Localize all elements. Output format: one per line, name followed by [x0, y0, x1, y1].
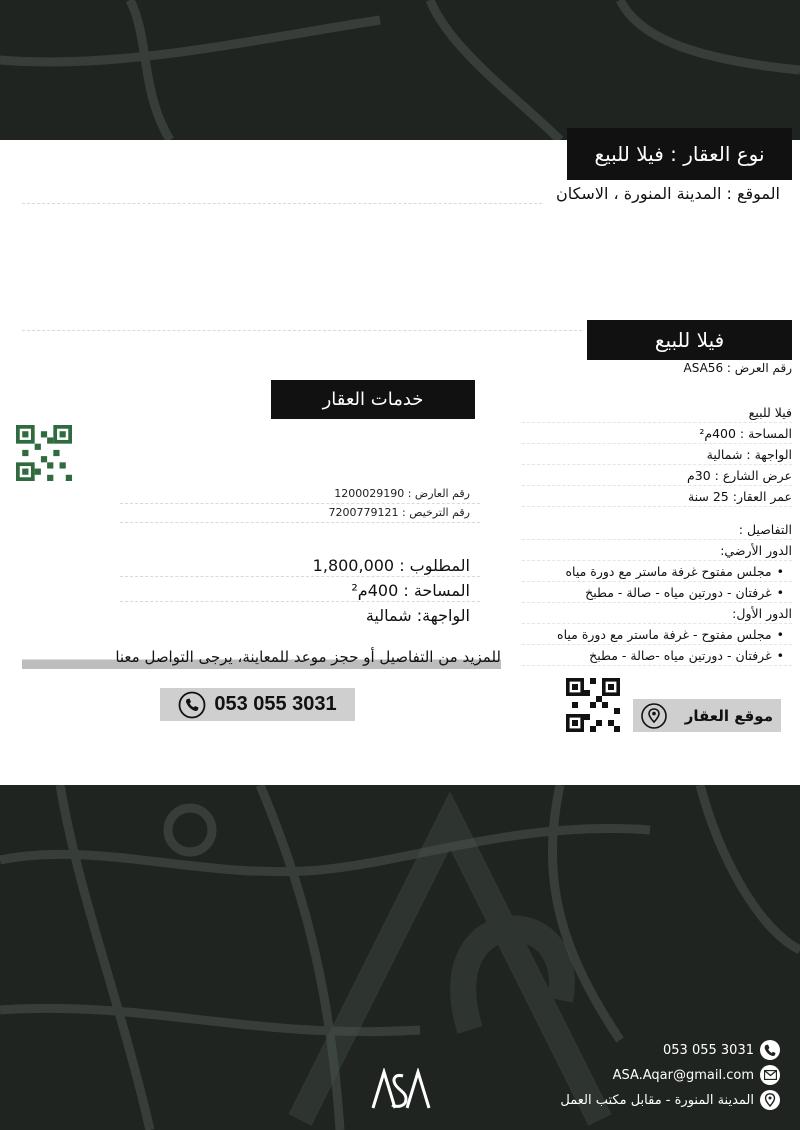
property-type-text: نوع العقار : فيلا للبيع — [594, 142, 765, 166]
detail-line: عرض الشارع : 30م — [522, 465, 792, 486]
qr-code-icon[interactable] — [16, 425, 72, 481]
divider — [120, 601, 480, 602]
location-pin-icon — [760, 1090, 780, 1110]
detail-line: عمر العقار: 25 سنة — [522, 486, 792, 507]
phone-icon — [178, 691, 206, 719]
footer-address-text: المدينة المنورة - مقابل مكتب العمل — [560, 1092, 754, 1108]
detail-line: فيلا للبيع — [522, 402, 792, 423]
details-heading: التفاصيل : — [522, 519, 792, 540]
first-floor-item: • غرفتان - دورتين مياه -صالة - مطبخ — [522, 645, 792, 666]
license-number: رقم الترخيص : 7200779121 — [328, 506, 470, 519]
location-pin-icon — [641, 703, 667, 729]
services-title: خدمات العقار — [322, 389, 424, 410]
phone-number: 053 055 3031 — [214, 693, 337, 715]
detail-line: الواجهة : شمالية — [522, 444, 792, 465]
area-text: المساحة : 400م² — [351, 581, 470, 600]
listing-details — [522, 402, 792, 666]
ground-floor-heading: الدور الأرضي: — [522, 540, 792, 561]
divider — [120, 522, 480, 523]
property-location-button[interactable] — [633, 699, 781, 732]
listing-title: فيلا للبيع — [654, 328, 725, 352]
footer-phone[interactable] — [663, 1040, 780, 1060]
price-text: المطلوب : 1,800,000 — [312, 556, 470, 575]
advertiser-number: رقم العارض : 1200029190 — [334, 487, 470, 500]
divider — [22, 203, 542, 204]
phone-button[interactable] — [160, 688, 355, 721]
qr-code-icon[interactable] — [566, 678, 620, 732]
services-banner — [271, 380, 475, 419]
facade-text: الواجهة: شمالية — [365, 606, 470, 625]
footer-email[interactable] — [613, 1065, 780, 1085]
location-text: الموقع : المدينة المنورة ، الاسكان — [555, 184, 780, 203]
property-location-label: موقع العقار — [684, 706, 773, 725]
asa-logo — [370, 1068, 432, 1110]
divider — [120, 576, 480, 577]
divider — [120, 503, 480, 504]
contact-note: للمزيد من التفاصيل أو حجز موعد للمعاينة، يرجى التواصل معنا — [115, 648, 501, 666]
ground-floor-item: • غرفتان - دورتين مياه - صالة - مطبخ — [522, 582, 792, 603]
email-icon — [760, 1065, 780, 1085]
footer-email-text: ASA.Aqar@gmail.com — [612, 1067, 754, 1083]
offer-number: رقم العرض : ASA56 — [683, 361, 792, 375]
ground-floor-item: • مجلس مفتوح غرفة ماستر مع دورة مياه — [522, 561, 792, 582]
phone-icon — [760, 1040, 780, 1060]
property-type-banner — [567, 128, 792, 180]
divider — [22, 330, 582, 331]
footer-phone-text: 053 055 3031 — [663, 1042, 754, 1058]
first-floor-heading: الدور الأول: — [522, 603, 792, 624]
first-floor-item: • مجلس مفتوح - غرفة ماستر مع دورة مياه — [522, 624, 792, 645]
listing-title-banner — [587, 320, 792, 360]
detail-line: المساحة : 400م² — [522, 423, 792, 444]
footer-address — [560, 1090, 780, 1110]
